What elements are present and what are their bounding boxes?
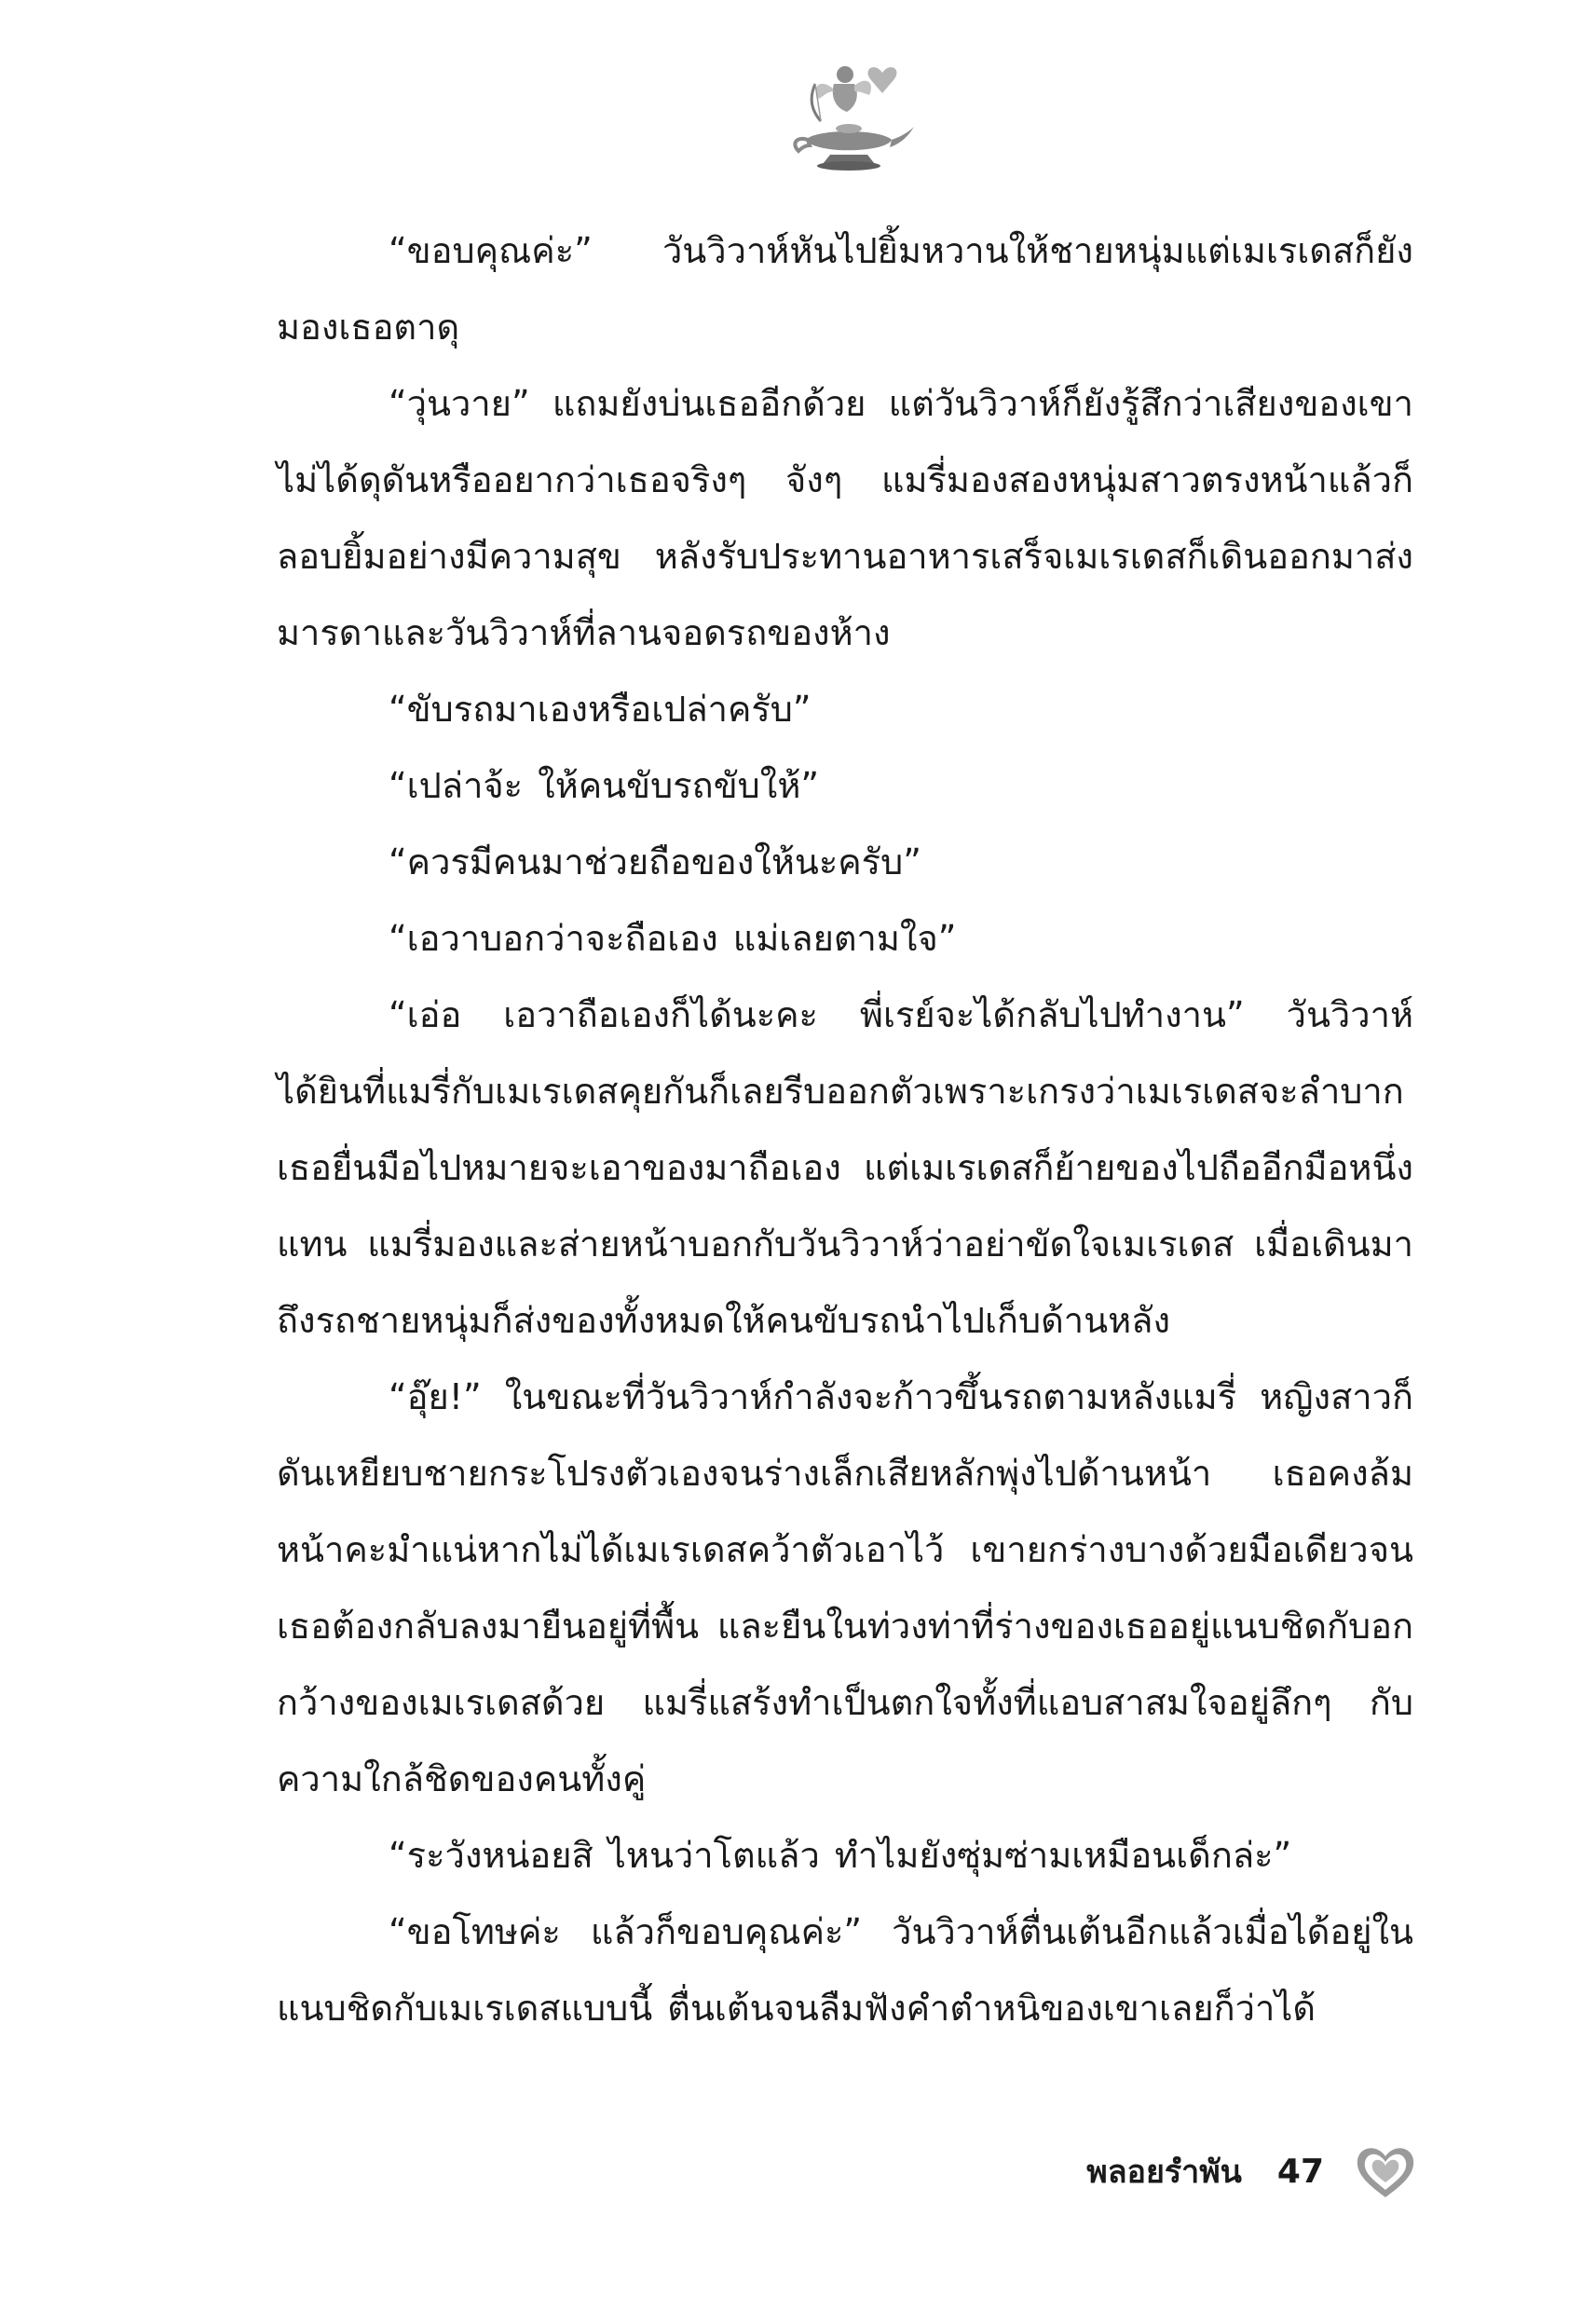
paragraph: “ระวังหน่อยสิ ไหนว่าโตแล้ว ทำไมยังซุ่มซ่ามเหมือนเด็กล่ะ”: [389, 1835, 1292, 1876]
paragraph: “ควรมีคนมาช่วยถือของให้นะครับ”: [389, 841, 921, 882]
heart-ornament-icon: [1352, 2138, 1419, 2205]
body-text: [277, 212, 1413, 2046]
paragraph: “วุ่นวาย” แถมยังบ่นเธออีกด้วย แต่วันวิวาห์ก็ยังรู้สึกว่าเสียงของเขาไม่ได้ดุดันหรืออยากว่าเธอจริงๆ จังๆ แมรี่มองสองหนุ่มสาวตรงหน้าแล้วก็ลอบยิ้มอย่างมีความสุข หลังรับประทานอาหารเสร็จเมเรเดสก็เดินออกมาส่งมารดาและวันวิวาห์ที่ลานจอดรถของห้าง: [277, 383, 1413, 653]
page-number: 47: [1276, 2152, 1324, 2191]
cupid-on-magic-lamp-icon: [778, 47, 918, 177]
paragraph: “ขอบคุณค่ะ” วันวิวาห์หันไปยิ้มหวานให้ชายหนุ่มแต่เมเรเดสก็ยังมองเธอตาดุ: [277, 230, 1413, 348]
paragraph: “เอวาบอกว่าจะถือเอง แม่เลยตามใจ”: [389, 918, 957, 959]
paragraph: “ขับรถมาเองหรือเปล่าครับ”: [389, 689, 812, 730]
paragraph: “ขอโทษค่ะ แล้วก็ขอบคุณค่ะ” วันวิวาห์ตื่นเต้นอีกแล้วเมื่อได้อยู่ในแนบชิดกับเมเรเดสแบบนี้ ตื่นเต้นจนลืมฟังคำตำหนิของเขาเลยก็ว่าได้: [277, 1911, 1413, 2029]
book-title: พลอยรำพัน: [1086, 2154, 1242, 2191]
page-footer: [1086, 2134, 1419, 2208]
paragraph: “เปล่าจ้ะ ให้คนขับรถขับให้”: [389, 765, 820, 806]
paragraph: “อุ๊ย!” ในขณะที่วันวิวาห์กำลังจะก้าวขึ้นรถตามหลังแมรี่ หญิงสาวก็ดันเหยียบชายกระโปรงตัวเองจนร่างเล็กเสียหลักพุ่งไปด้านหน้า เธอคงล้มหน้าคะมำแน่หากไม่ได้เมเรเดสคว้าตัวเอาไว้ เขายกร่างบางด้วยมือเดียวจนเธอต้องกลับลงมายืนอยู่ที่พื้น และยืนในท่วงท่าที่ร่างของเธออยู่แนบชิดกับอกกว้างของเมเรเดสด้วย แมรี่แสร้งทำเป็นตกใจทั้งที่แอบสาสมใจอยู่ลึกๆ กับความใกล้ชิดของคนทั้งคู่: [277, 1376, 1413, 1799]
paragraph: “เอ่อ เอวาถือเองก็ได้นะคะ พี่เรย์จะได้กลับไปทำงาน” วันวิวาห์ได้ยินที่แมรี่กับเมเรเดสคุยกันก็เลยรีบออกตัวเพราะเกรงว่าเมเรเดสจะลำบาก เธอยื่นมือไปหมายจะเอาของมาถือเอง แต่เมเรเดสก็ย้ายของไปถืออีกมือหนึ่งแทน แมรี่มองและส่ายหน้าบอกกับวันวิวาห์ว่าอย่าขัดใจเมเรเดส เมื่อเดินมาถึงรถชายหนุ่มก็ส่งของทั้งหมดให้คนขับรถนำไปเก็บด้านหลัง: [277, 994, 1413, 1341]
